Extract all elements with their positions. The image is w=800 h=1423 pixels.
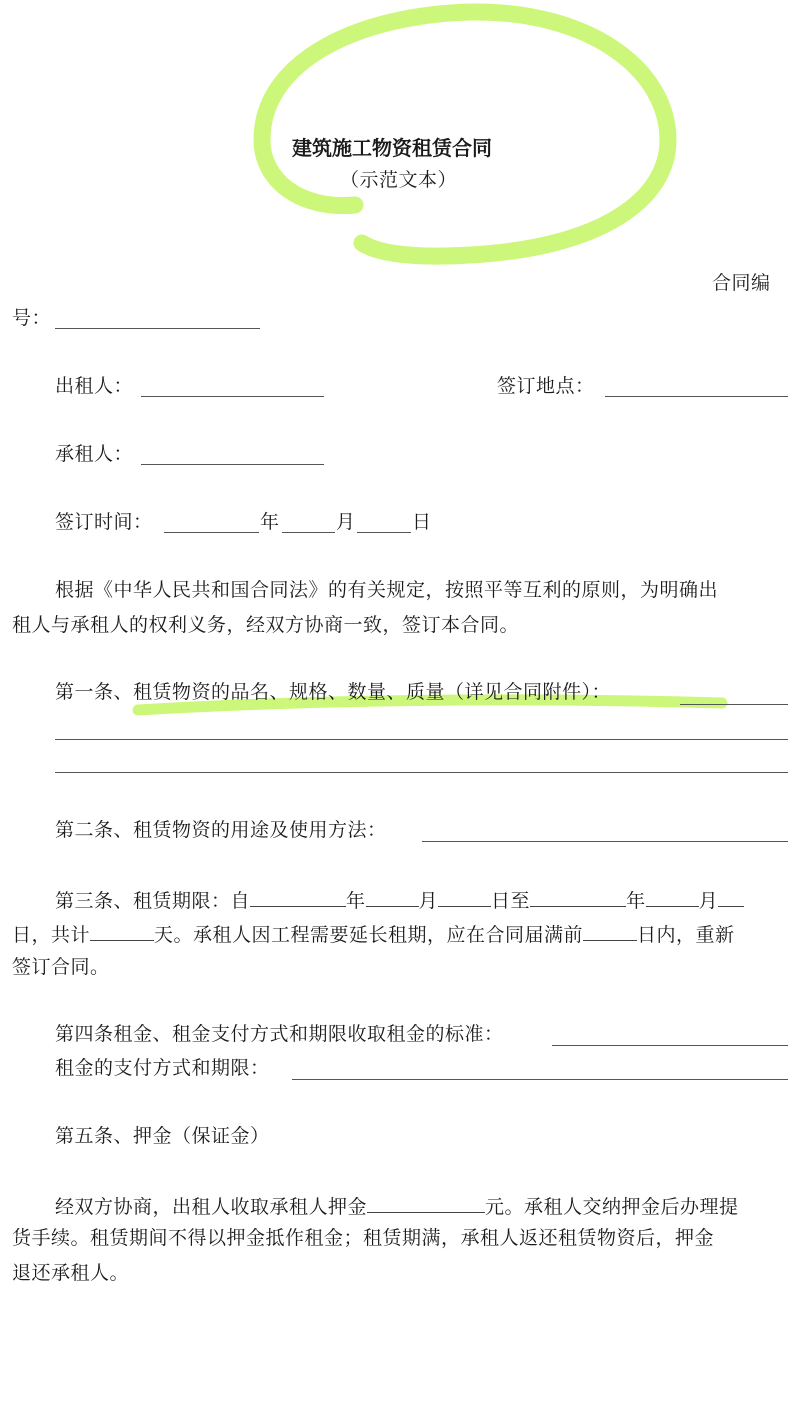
year-label: 年 [260,511,280,533]
total-days-field[interactable] [90,920,154,941]
article-4: 第四条租金、租金支付方式和期限收取租金的标准： [55,1023,504,1045]
document-subtitle: （示范文本） [340,169,458,191]
article-5: 第五条、押金（保证金） [55,1125,270,1147]
rent-payment-field[interactable] [292,1079,788,1080]
lessee-label: 承租人： [55,443,134,465]
article-1: 第一条、租赁物资的品名、规格、数量、质量（详见合同附件）： [55,681,612,703]
article-4-sub: 租金的支付方式和期限： [55,1057,270,1079]
sign-time-label: 签订时间： [55,511,153,533]
lessee-field[interactable] [141,464,324,465]
contract-no-label: 合同编 [712,272,771,294]
end-year-field[interactable] [530,886,626,907]
article2-field[interactable] [422,841,788,842]
lessor-field[interactable] [141,396,324,397]
start-year-field[interactable] [250,886,346,907]
deposit-amount-field[interactable] [367,1192,485,1213]
end-day-field[interactable] [718,886,744,907]
article-3-line-2: 日，共计 天。承租人因工程需要延长租期，应在合同届满前 日内，重新 [12,920,735,947]
article1-field-line2[interactable] [55,739,788,740]
start-day-field[interactable] [438,886,491,907]
deposit-line-3: 退还承租人。 [12,1262,130,1284]
contract-no-label-cont: 号： [12,307,52,329]
day-label: 日 [412,511,432,533]
sign-place-label: 签订地点： [497,375,595,397]
preamble-line-1: 根据《中华人民共和国合同法》的有关规定，按照平等互利的原则，为明确出 [55,579,719,601]
article1-field-line3[interactable] [55,772,788,773]
month-label: 月 [336,511,356,533]
sign-place-field[interactable] [605,396,788,397]
document-title: 建筑施工物资租赁合同 [292,136,492,160]
contract-no-field[interactable] [55,328,260,329]
article1-field[interactable] [680,704,788,705]
article-3-line-3: 签订合同。 [12,956,110,978]
sign-day-field[interactable] [357,532,411,533]
article-3: 第三条、租赁期限：自 年 月 日至 年 月 [55,886,744,913]
rent-standard-field[interactable] [552,1045,788,1046]
sign-month-field[interactable] [282,532,335,533]
deposit-line-1: 经双方协商，出租人收取承租人押金 元。承租人交纳押金后办理提 [55,1192,739,1219]
lessor-label: 出租人： [55,375,134,397]
deposit-line-2: 货手续。租赁期间不得以押金抵作租金；租赁期满，承租人返还租赁物资后，押金 [12,1227,715,1249]
article-2: 第二条、租赁物资的用途及使用方法： [55,819,387,841]
preamble-line-2: 租人与承租人的权利义务，经双方协商一致，签订本合同。 [12,614,520,636]
sign-year-field[interactable] [164,532,259,533]
start-month-field[interactable] [366,886,419,907]
end-month-field[interactable] [646,886,699,907]
renew-days-field[interactable] [583,920,637,941]
